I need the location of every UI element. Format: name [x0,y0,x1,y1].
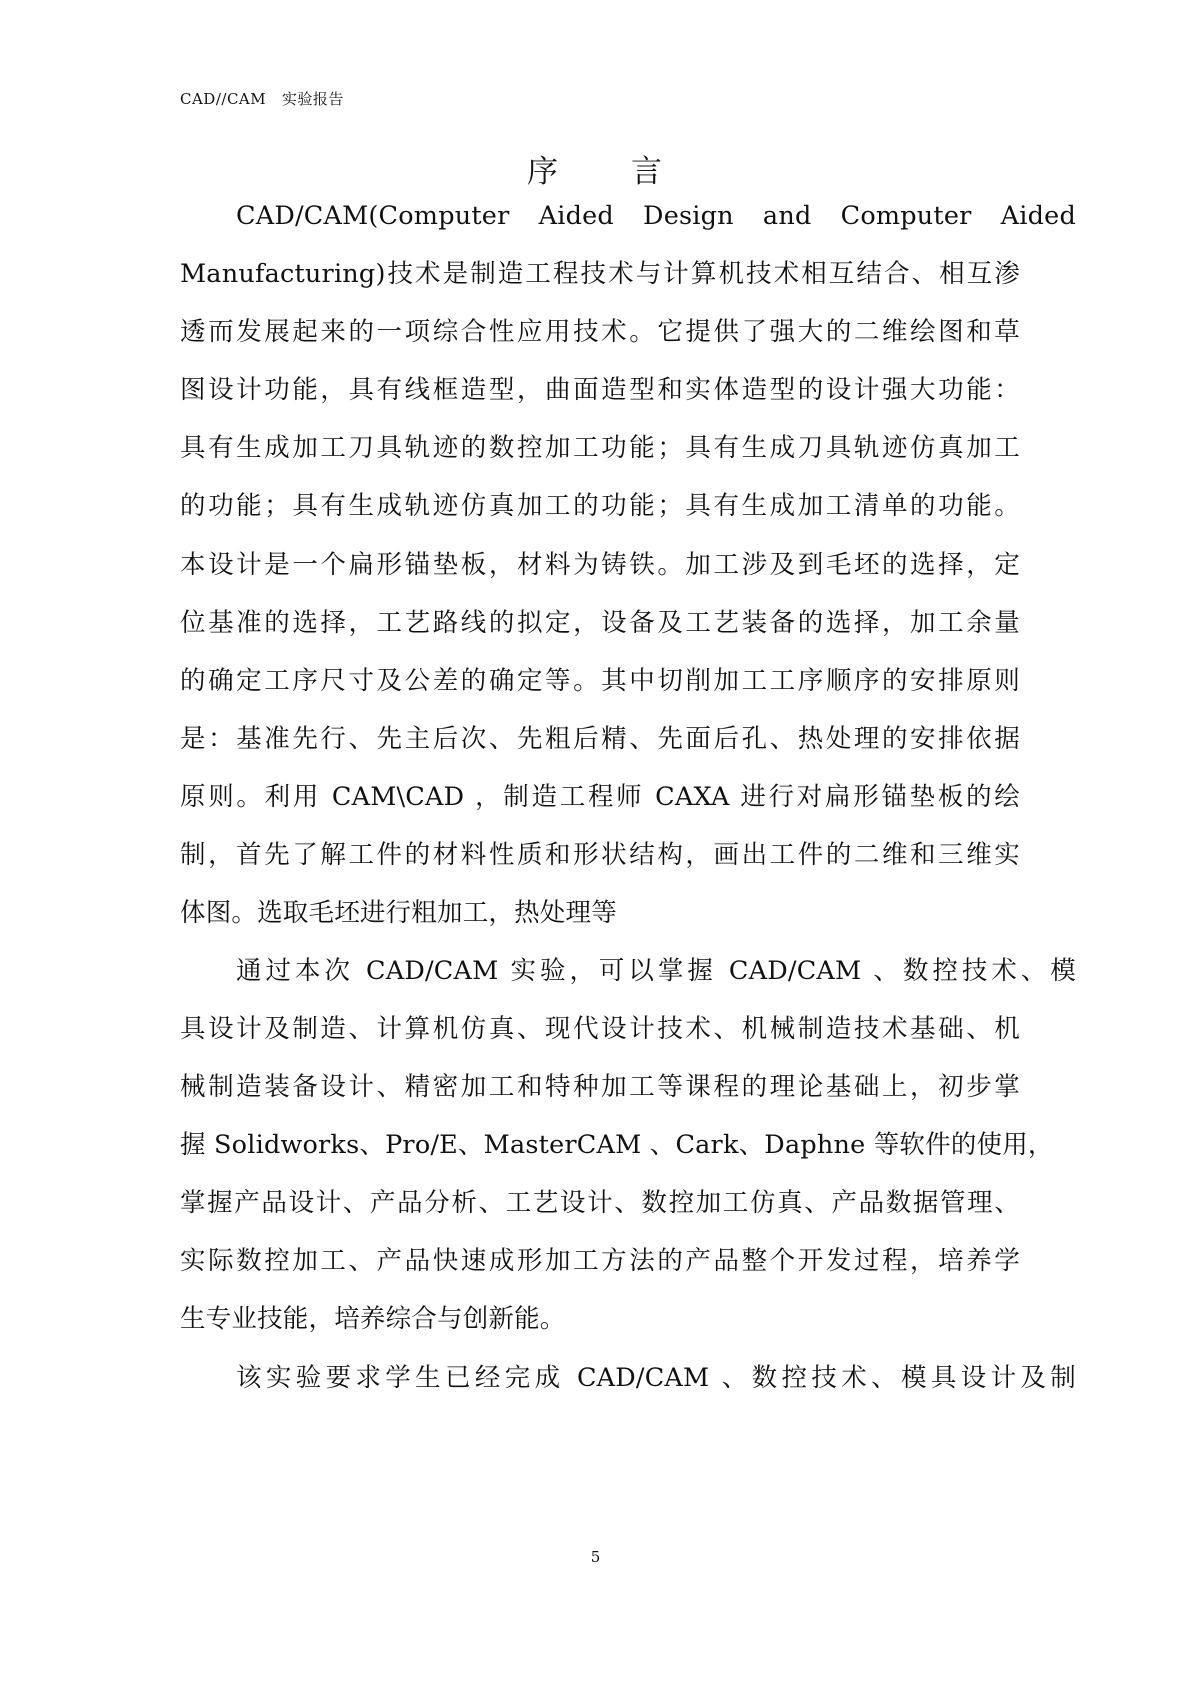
body-line: 械制造装备设计、精密加工和特种加工等课程的理论基础上，初步掌 [180,1072,1020,1102]
body-line: 本设计是一个扁形锚垫板，材料为铸铁。加工涉及到毛坯的选择，定 [180,550,1020,580]
body-line: 是：基准先行、先主后次、先粗后精、先面后孔、热处理的安排依据 [180,724,1020,754]
page-number: 5 [590,1548,601,1566]
body-line: Manufacturing)技术是制造工程技术与计算机技术相互结合、相互渗 [180,259,1020,289]
body-line: 掌握产品设计、产品分析、工艺设计、数控加工仿真、产品数据管理、 [180,1188,1020,1218]
body-line: 原则。利用 CAM\CAD ，制造工程师 CAXA 进行对扁形锚垫板的绘 [180,782,1020,812]
body-line: 图设计功能，具有线框造型，曲面造型和实体造型的设计强大功能： [180,375,1020,405]
body-line: 握 Solidworks、Pro/E、MasterCAM 、Cark、Daphne 等软件的使用， [180,1130,1054,1160]
running-header: CAD//CAM 实验报告 [180,90,344,108]
body-line: 的功能；具有生成轨迹仿真加工的功能；具有生成加工清单的功能。 [180,491,1020,521]
body-line: 的确定工序尺寸及公差的确定等。其中切削加工工序顺序的安排原则 [180,666,1020,696]
body-line: 具有生成加工刀具轨迹的数控加工功能；具有生成刀具轨迹仿真加工 [180,433,1020,463]
body-line: 位基准的选择，工艺路线的拟定，设备及工艺装备的选择，加工余量 [180,608,1020,638]
body-line: 该实验要求学生已经完成 CAD/CAM 、数控技术、模具设计及制 [236,1363,1076,1393]
body-line: 生专业技能，培养综合与创新能。 [180,1304,566,1334]
body-line: 通过本次 CAD/CAM 实验，可以掌握 CAD/CAM 、数控技术、模 [236,956,1076,986]
page-title: 序 言 [526,154,665,190]
body-line: 透而发展起来的一项综合性应用技术。它提供了强大的二维绘图和草 [180,317,1020,347]
body-line: 制，首先了解工件的材料性质和形状结构，画出工件的二维和三维实 [180,840,1020,870]
body-line: 具设计及制造、计算机仿真、现代设计技术、机械制造技术基础、机 [180,1014,1020,1044]
body-line: 体图。选取毛坯进行粗加工，热处理等 [180,898,617,928]
body-line: 实际数控加工、产品快速成形加工方法的产品整个开发过程，培养学 [180,1246,1020,1276]
body-line: CAD/CAM(Computer Aided Design and Computer Aided [236,201,1076,231]
